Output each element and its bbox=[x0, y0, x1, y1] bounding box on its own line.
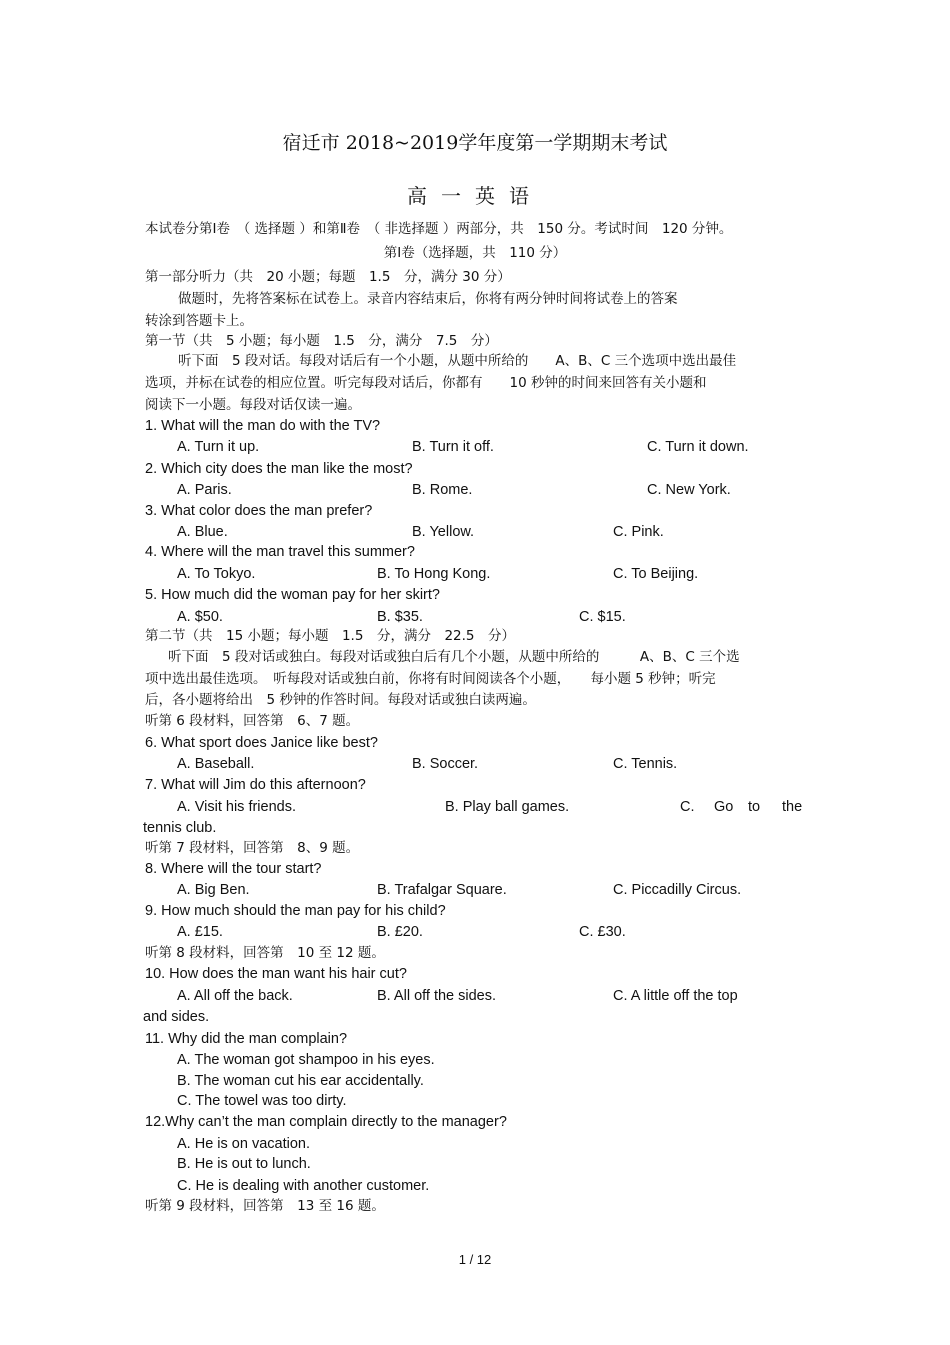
option-b: B. Soccer. bbox=[412, 756, 479, 772]
question-stem: 4. Where will the man travel this summer? bbox=[145, 544, 415, 560]
intro-line: 本试卷分第Ⅰ卷 （ 选择题 ）和第Ⅱ卷 （ 非选择题 ）两部分，共 150 分。考试时间 120 分钟。 bbox=[145, 221, 733, 237]
section1-instruction: 选项，并标在试卷的相应位置。听完每段对话后，你都有 10 秒钟的时间来回答有关小题和 bbox=[145, 375, 707, 391]
section2-instruction: 听下面 5 段对话或独白。每段对话或独白后有几个小题，从题中所给的 A、B、C 三个选 bbox=[168, 649, 740, 665]
option-c: C. $15. bbox=[579, 609, 626, 625]
question-stem: 11. Why did the man complain? bbox=[145, 1031, 348, 1047]
section2-instruction: 项中选出最佳选项。 听每段对话或独白前，你将有时间阅读各个小题， 每小题 5 秒钟；听完 bbox=[145, 671, 716, 687]
material-note: 听第 7 段材料，回答第 8、9 题。 bbox=[145, 840, 360, 856]
section2-heading: 第二节（共 15 小题；每小题 1.5 分，满分 22.5 分） bbox=[145, 628, 515, 644]
exam-subject: 高一英语 bbox=[407, 184, 543, 208]
option-b: B. To Hong Kong. bbox=[377, 566, 491, 582]
option-c: C. To Beijing. bbox=[613, 566, 699, 582]
option-a: A. Baseball. bbox=[177, 756, 255, 772]
question-stem: 2. Which city does the man like the most? bbox=[145, 461, 413, 477]
material-note: 听第 6 段材料，回答第 6、7 题。 bbox=[145, 713, 360, 729]
question-stem: 7. What will Jim do this afternoon? bbox=[145, 777, 366, 793]
option-b: B. The woman cut his ear accidentally. bbox=[177, 1073, 424, 1089]
option-c: C. Tennis. bbox=[613, 756, 678, 772]
option-c: C. A little off the top bbox=[613, 988, 738, 1004]
option-b: B. All off the sides. bbox=[377, 988, 497, 1004]
part1-heading: 第一部分听力（共 20 小题；每题 1.5 分，满分 30 分） bbox=[145, 269, 511, 285]
section2-instruction: 后，各小题将给出 5 秒钟的作答时间。每段对话或独白读两遍。 bbox=[145, 692, 536, 708]
exam-title: 宿迁市 2018~2019学年度第一学期期末考试 bbox=[282, 132, 668, 154]
option-c: C. Pink. bbox=[613, 524, 664, 540]
option-b: B. $35. bbox=[377, 609, 423, 625]
question-stem: 9. How much should the man pay for his child? bbox=[145, 903, 446, 919]
part1-instruction: 做题时，先将答案标在试卷上。录音内容结束后，你将有两分钟时间将试卷上的答案 bbox=[178, 291, 678, 307]
option-c-continuation: and sides. bbox=[143, 1009, 210, 1025]
option-c: C. He is dealing with another customer. bbox=[177, 1178, 430, 1194]
option-b: B. Rome. bbox=[412, 482, 473, 498]
question-stem: 5. How much did the woman pay for her skirt? bbox=[145, 587, 440, 603]
option-a: A. £15. bbox=[177, 924, 223, 940]
option-c: C. The towel was too dirty. bbox=[177, 1093, 347, 1109]
question-stem: 3. What color does the man prefer? bbox=[145, 503, 373, 519]
option-a: A. Visit his friends. bbox=[177, 799, 297, 815]
option-c-word: the bbox=[782, 799, 803, 815]
part1-instruction: 转涂到答题卡上。 bbox=[145, 313, 253, 329]
option-c: C. Piccadilly Circus. bbox=[613, 882, 742, 898]
option-a: A. All off the back. bbox=[177, 988, 293, 1004]
option-b: B. Turn it off. bbox=[412, 439, 494, 455]
section1-heading: 第一节（共 5 小题；每小题 1.5 分，满分 7.5 分） bbox=[145, 333, 498, 349]
option-a: A. He is on vacation. bbox=[177, 1136, 310, 1152]
question-stem: 12.Why can’t the man complain directly to the manager? bbox=[145, 1114, 507, 1130]
page-number: 1 / 12 bbox=[458, 1252, 492, 1267]
option-a: A. To Tokyo. bbox=[177, 566, 256, 582]
question-stem: 6. What sport does Janice like best? bbox=[145, 735, 378, 751]
option-c: C. Turn it down. bbox=[647, 439, 749, 455]
option-a: A. Turn it up. bbox=[177, 439, 260, 455]
option-c-word: to bbox=[748, 799, 761, 815]
option-b: B. £20. bbox=[377, 924, 423, 940]
material-note: 听第 9 段材料，回答第 13 至 16 题。 bbox=[145, 1198, 385, 1214]
question-stem: 10. How does the man want his hair cut? bbox=[145, 966, 407, 982]
material-note: 听第 8 段材料，回答第 10 至 12 题。 bbox=[145, 945, 385, 961]
option-c: C. £30. bbox=[579, 924, 626, 940]
option-b: B. He is out to lunch. bbox=[177, 1156, 311, 1172]
option-c-label: C. bbox=[680, 799, 695, 815]
option-b: B. Trafalgar Square. bbox=[377, 882, 507, 898]
option-a: A. Paris. bbox=[177, 482, 232, 498]
option-b: B. Yellow. bbox=[412, 524, 475, 540]
section-title: 第Ⅰ卷（选择题，共 110 分） bbox=[383, 245, 567, 261]
question-stem: 1. What will the man do with the TV? bbox=[145, 418, 381, 434]
section1-instruction: 阅读下一小题。每段对话仅读一遍。 bbox=[145, 397, 361, 413]
option-c-word: Go bbox=[714, 799, 734, 815]
option-c: C. New York. bbox=[647, 482, 731, 498]
option-c-continuation: tennis club. bbox=[143, 820, 217, 836]
option-a: A. Blue. bbox=[177, 524, 228, 540]
option-a: A. The woman got shampoo in his eyes. bbox=[177, 1052, 435, 1068]
option-b: B. Play ball games. bbox=[445, 799, 570, 815]
option-a: A. $50. bbox=[177, 609, 223, 625]
section1-instruction: 听下面 5 段对话。每段对话后有一个小题，从题中所给的 A、B、C 三个选项中选出最佳 bbox=[178, 353, 737, 369]
question-stem: 8. Where will the tour start? bbox=[145, 861, 322, 877]
option-a: A. Big Ben. bbox=[177, 882, 250, 898]
